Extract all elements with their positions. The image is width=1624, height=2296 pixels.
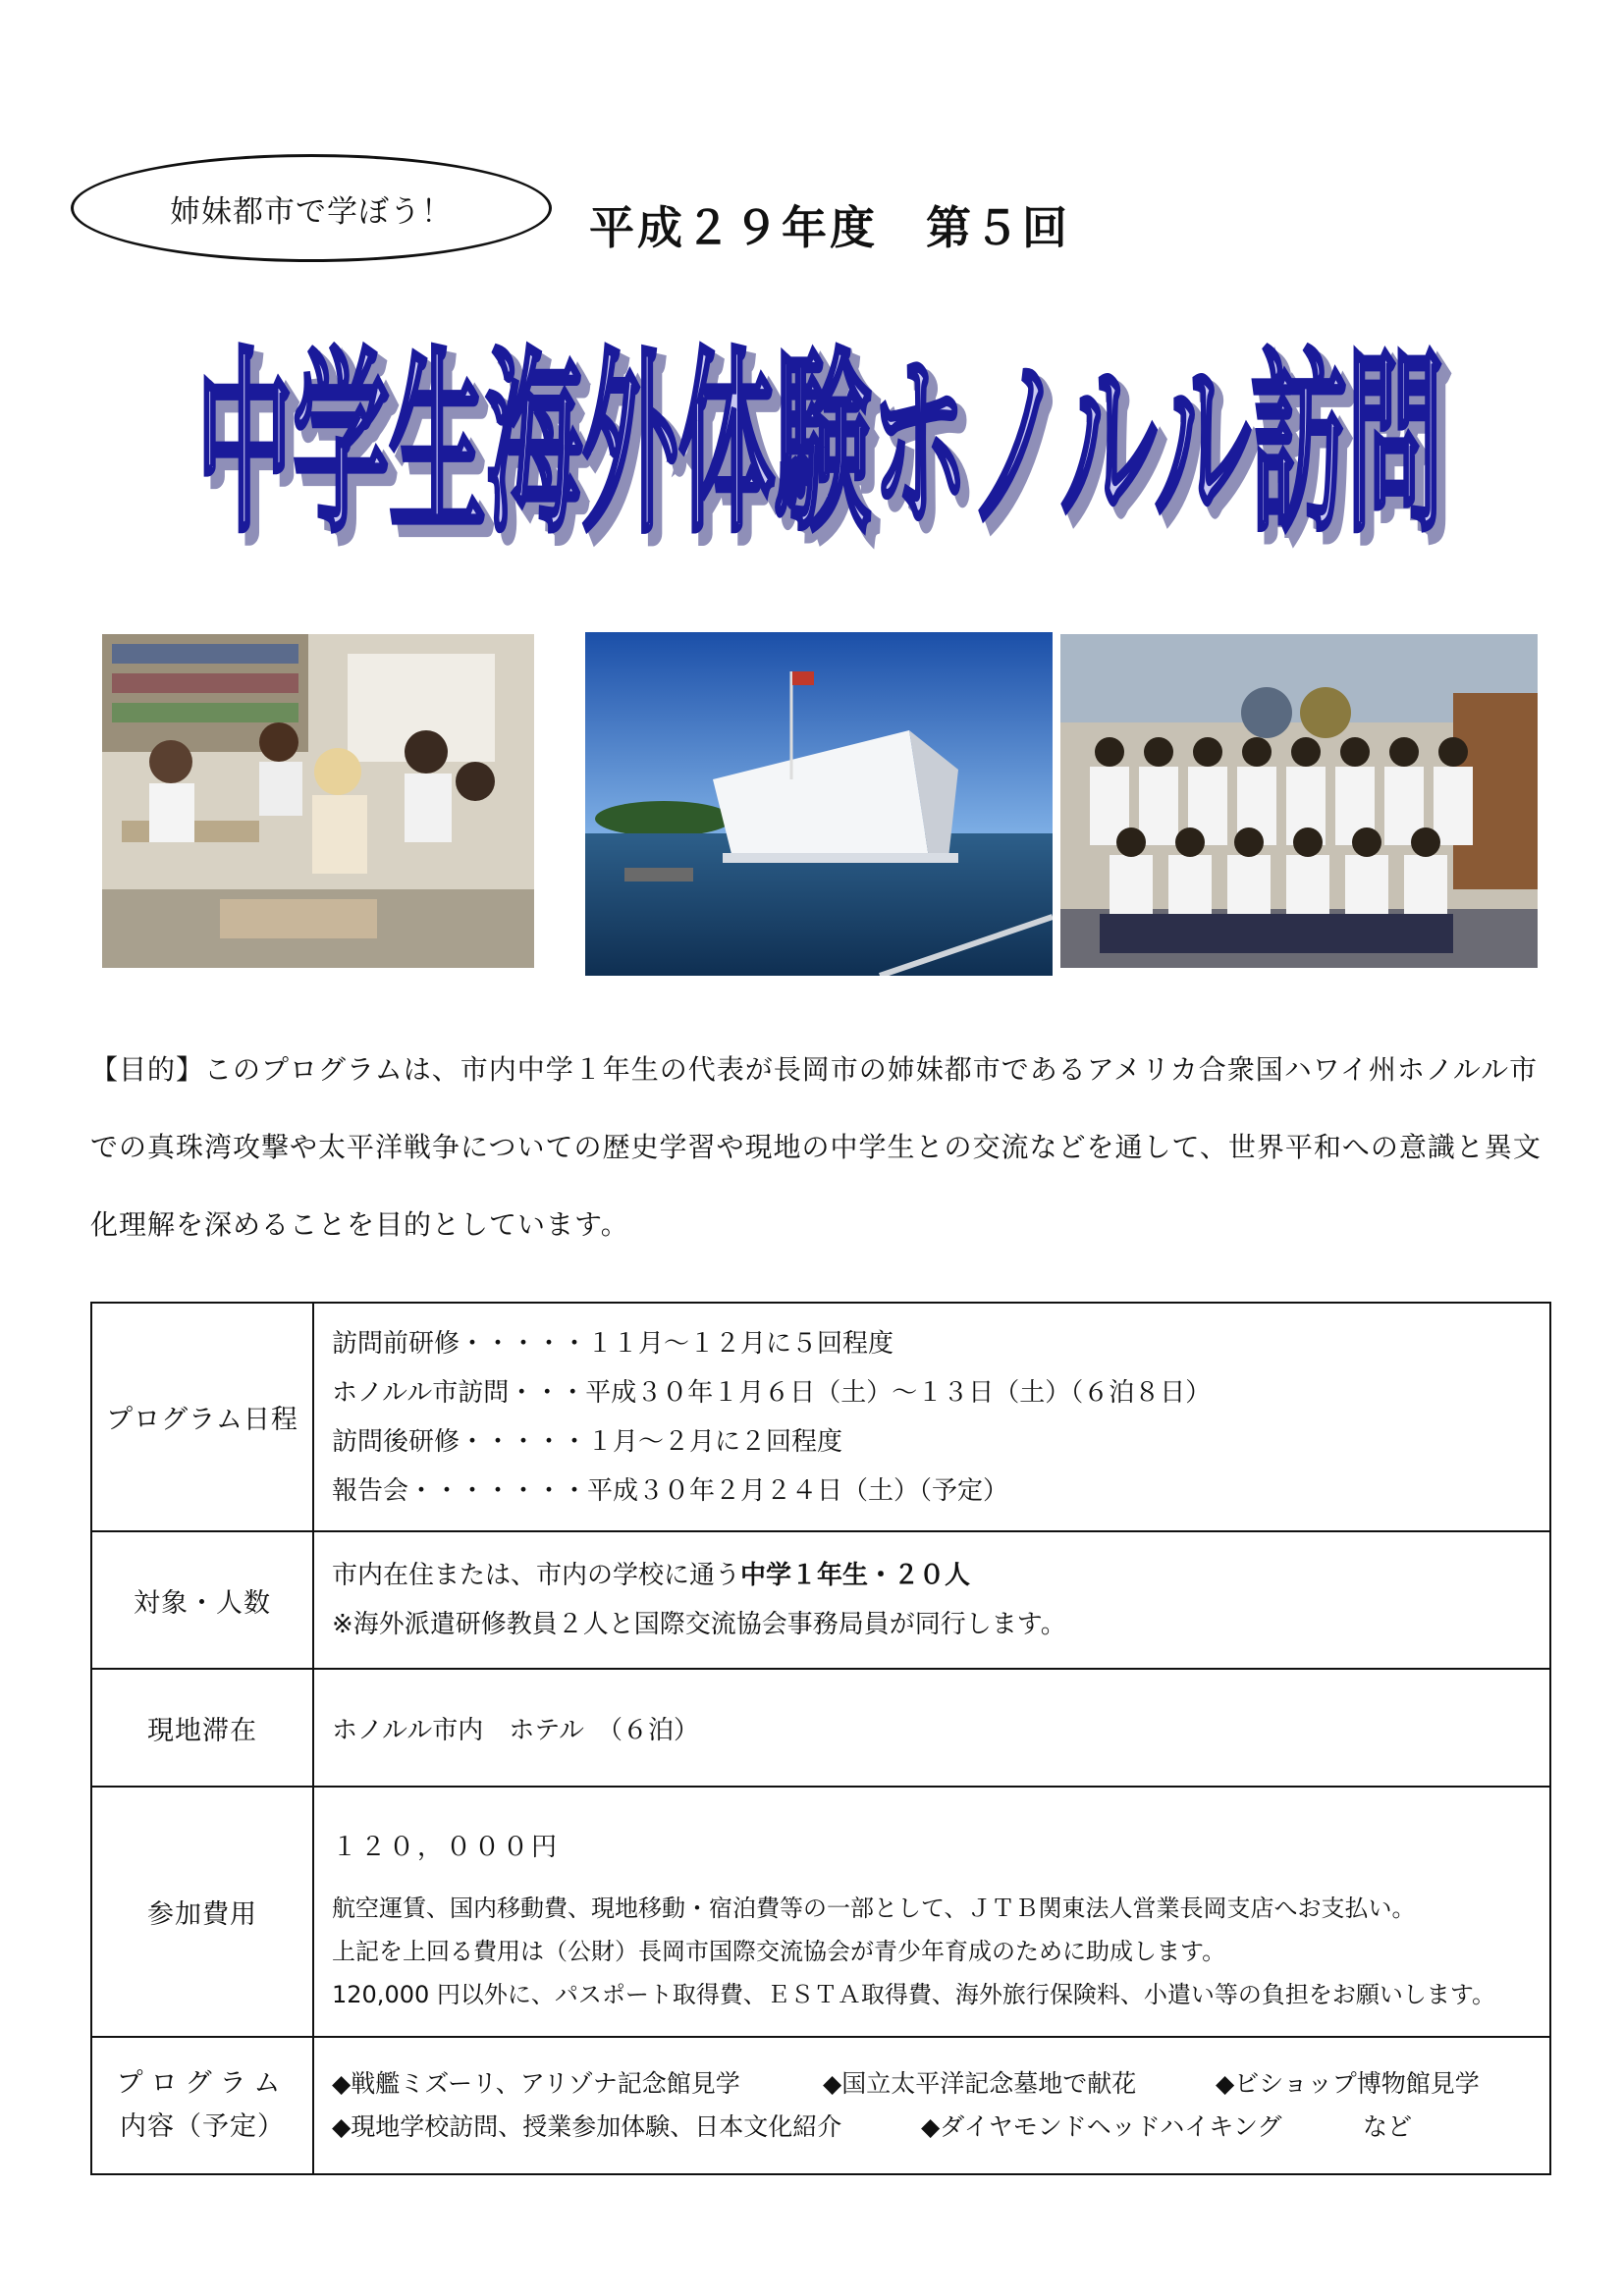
title-text: 中学生海外体験ホノルル訪問 xyxy=(196,331,1443,560)
content-label-line: 内容（予定） xyxy=(120,2111,285,2142)
content-item: ◆ダイヤモンドヘッドハイキング xyxy=(921,2112,1282,2141)
stay-row xyxy=(91,1669,1550,1787)
classroom-photo xyxy=(102,634,534,968)
fee-line: 航空運賃、国内移動費、現地移動・宿泊費等の一部として、ＪＴＢ関東法人営業長岡支店へお支払い。 xyxy=(332,1894,1416,1922)
fee-cell xyxy=(313,1787,1550,2037)
content-row xyxy=(91,2037,1550,2174)
arizona-memorial-photo xyxy=(585,632,1053,976)
target-emphasis: 中学１年生・２０人 xyxy=(740,1561,971,1590)
content-bullets-row xyxy=(332,2062,1548,2106)
content-item: ◆ビショップ博物館見学 xyxy=(1216,2069,1480,2098)
tagline-text: 姉妹都市で学ぼう！ xyxy=(170,193,453,230)
tagline-bubble xyxy=(71,154,552,262)
content-item: など xyxy=(1363,2112,1413,2141)
schedule-label: プログラム日程 xyxy=(91,1303,313,1531)
fee-row xyxy=(91,1787,1550,2037)
content-label xyxy=(91,2037,313,2174)
subtitle: 平成２９年度 第５回 xyxy=(589,201,1070,254)
fee-label: 参加費用 xyxy=(91,1787,313,2037)
content-cell xyxy=(313,2037,1550,2174)
page-title xyxy=(182,294,1458,569)
fee-line: 120,000 円以外に、パスポート取得費、ＥＳＴＡ取得費、海外旅行保険料、小遣い等の負担をお願いします。 xyxy=(332,1980,1495,2008)
purpose-paragraph: 【目的】このプログラムは、市内中学１年生の代表が長岡市の姉妹都市であるアメリカ合衆国ハワイ州ホノルル市での真珠湾攻撃や太平洋戦争についての歴史学習や現地の中学生との交流などを通して、世界平和への意識と異文化理解を深めることを目的としています。 xyxy=(90,1053,1542,1241)
content-item: ◆戦艦ミズーリ、アリゾナ記念館見学 xyxy=(332,2069,740,2098)
schedule-cell xyxy=(313,1303,1550,1531)
target-note: ※海外派遣研修教員２人と国際交流協会事務局員が同行します。 xyxy=(332,1610,1066,1639)
schedule-line: ホノルル市訪問・・・平成３０年１月６日（土）～１３日（土）（６泊８日） xyxy=(332,1377,1212,1408)
stay-text: ホノルル市内 ホテル （６泊） xyxy=(313,1669,1550,1787)
target-label: 対象・人数 xyxy=(91,1531,313,1669)
group-photo xyxy=(1060,634,1538,968)
target-line xyxy=(332,1551,1548,1600)
content-label-line: プログラム xyxy=(116,2068,289,2099)
title-shadow: 中学生海外体験ホノルル訪問 xyxy=(204,341,1451,569)
schedule-row xyxy=(91,1303,1550,1531)
content-item: ◆国立太平洋記念墓地で献花 xyxy=(823,2069,1137,2098)
target-text: 市内在住または、市内の学校に通う xyxy=(332,1561,741,1590)
target-cell xyxy=(313,1531,1550,1669)
target-row xyxy=(91,1531,1550,1669)
fee-amount: １２０，０００円 xyxy=(332,1832,561,1862)
program-info-table xyxy=(90,1302,1551,2175)
content-bullets-row xyxy=(332,2106,1548,2149)
schedule-line: 報告会・・・・・・・平成３０年２月２４日（土）（予定） xyxy=(332,1475,1009,1506)
fee-line: 上記を上回る費用は（公財）長岡市国際交流協会が青少年育成のために助成します。 xyxy=(332,1937,1226,1965)
schedule-line: 訪問前研修・・・・・１１月～１２月に５回程度 xyxy=(332,1328,894,1359)
schedule-line: 訪問後研修・・・・・１月～２月に２回程度 xyxy=(332,1426,843,1457)
title-graphic xyxy=(182,294,1458,569)
stay-label: 現地滞在 xyxy=(91,1669,313,1787)
content-item: ◆現地学校訪問、授業参加体験、日本文化紹介 xyxy=(332,2112,842,2141)
